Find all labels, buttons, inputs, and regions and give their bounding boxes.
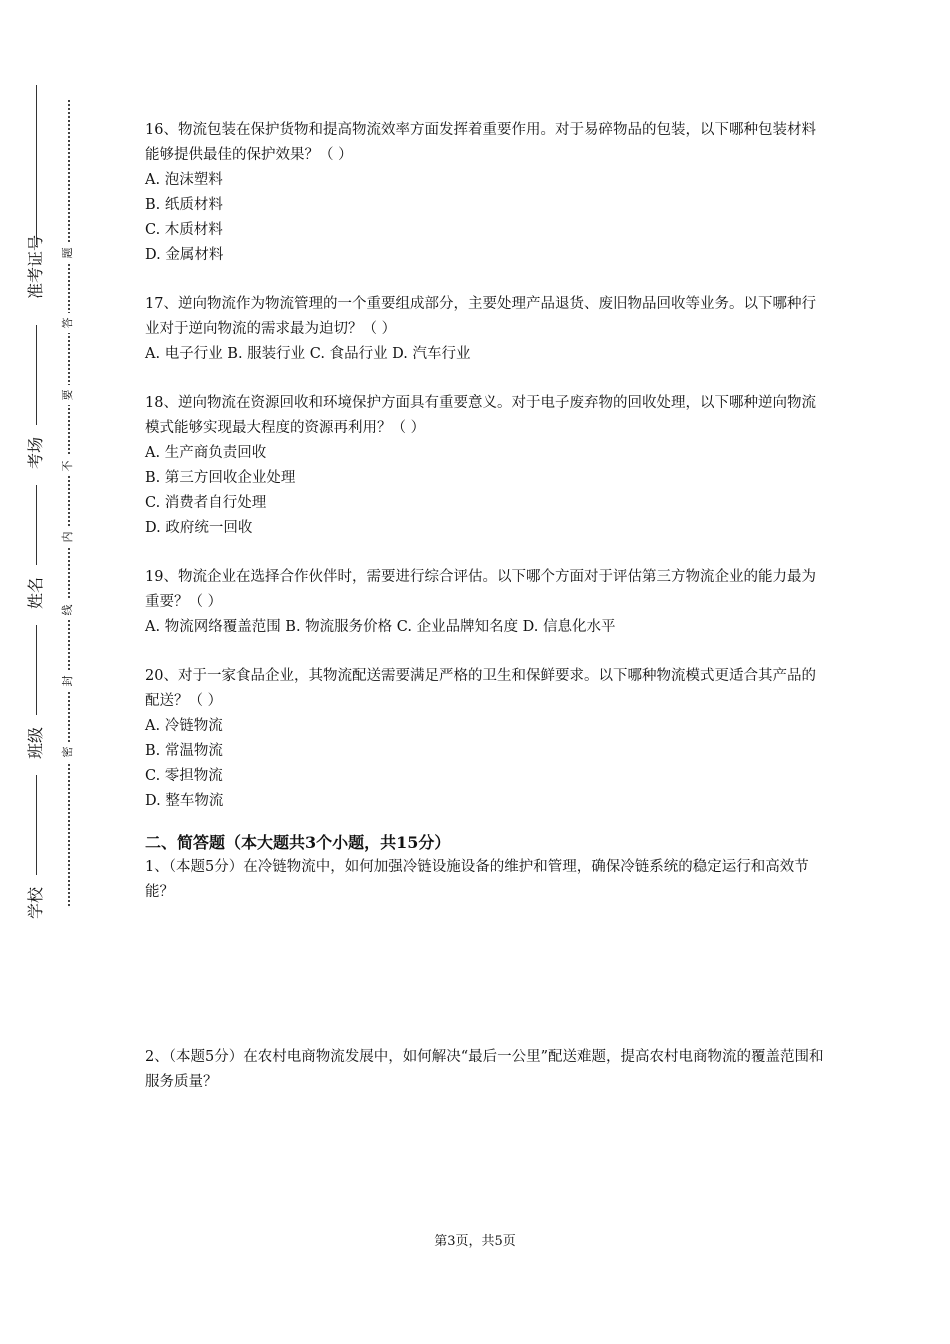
option-c: C. 木质材料 <box>145 222 223 238</box>
option-b: B. 纸质材料 <box>145 197 223 213</box>
question-stem: 20、对于一家食品企业，其物流配送需要满足严格的卫生和保鲜要求。以下哪种物流模式更适合其产品的配送？（ ） <box>145 668 816 709</box>
option-c: C. 消费者自行处理 <box>145 495 267 511</box>
seal-char: 答 <box>58 313 78 333</box>
options-inline: A. 物流网络覆盖范围 B. 物流服务价格 C. 企业品牌知名度 D. 信息化水平 <box>145 619 616 635</box>
seal-char: 密 <box>58 742 78 762</box>
option-b: B. 常温物流 <box>145 743 223 759</box>
seal-char: 封 <box>58 671 78 691</box>
seal-char: 线 <box>58 600 78 620</box>
seal-char: 题 <box>58 243 78 263</box>
question-stem: 19、物流企业在选择合作伙伴时，需要进行综合评估。以下哪个方面对于评估第三方物流企业的能力最为重要？（ ） <box>145 569 816 610</box>
name-label: 姓名 <box>26 576 45 609</box>
option-d: D. 金属材料 <box>145 247 224 263</box>
short-answer-1: 1、（本题5分）在冷链物流中，如何加强冷链设施设备的维护和管理，确保冷链系统的稳定运行和高效节能？ <box>145 859 809 900</box>
divider-line <box>36 85 37 245</box>
exam-content <box>145 118 825 1095</box>
section-title: 二、简答题（本大题共3个小题，共15分） <box>145 833 451 852</box>
seal-dotted-line <box>68 100 70 906</box>
question-stem: 18、逆向物流在资源回收和环境保护方面具有重要意义。对于电子废弃物的回收处理，以下哪种逆向物流模式能够实现最大程度的资源再利用？（ ） <box>145 395 816 436</box>
exam-room-label: 考场 <box>26 436 45 469</box>
divider-line <box>36 625 37 715</box>
option-a: A. 冷链物流 <box>145 718 223 734</box>
class-label: 班级 <box>26 726 45 759</box>
question-stem: 16、物流包装在保护货物和提高物流效率方面发挥着重要作用。对于易碎物品的包装，以下哪种包装材料能够提供最佳的保护效果？（ ） <box>145 122 816 163</box>
divider-line <box>36 775 37 875</box>
admission-number-label: 准考证号 <box>26 234 45 299</box>
seal-char: 要 <box>58 385 78 405</box>
question-20 <box>145 664 825 814</box>
question-17 <box>145 292 825 367</box>
option-d: D. 整车物流 <box>145 793 224 809</box>
divider-line <box>36 325 37 425</box>
question-16 <box>145 118 825 268</box>
school-label: 学校 <box>26 886 45 919</box>
page-number: 第3页，共5页 <box>434 1234 516 1249</box>
option-a: A. 生产商负责回收 <box>145 445 267 461</box>
question-19 <box>145 565 825 640</box>
question-18 <box>145 391 825 541</box>
short-answer-2: 2、（本题5分）在农村电商物流发展中，如何解决“最后一公里”配送难题，提高农村电商物流的覆盖范围和服务质量？ <box>145 1049 824 1090</box>
question-stem: 17、逆向物流作为物流管理的一个重要组成部分，主要处理产品退货、废旧物品回收等业务。以下哪种行业对于逆向物流的需求最为迫切？（ ） <box>145 296 816 337</box>
option-d: D. 政府统一回收 <box>145 520 253 536</box>
option-b: B. 第三方回收企业处理 <box>145 470 296 486</box>
seal-char: 内 <box>58 527 78 547</box>
option-a: A. 泡沫塑料 <box>145 172 223 188</box>
seal-char: 不 <box>58 456 78 476</box>
divider-line <box>36 485 37 565</box>
option-c: C. 零担物流 <box>145 768 223 784</box>
options-inline: A. 电子行业 B. 服装行业 C. 食品行业 D. 汽车行业 <box>145 346 471 362</box>
binding-margin <box>0 0 90 1344</box>
